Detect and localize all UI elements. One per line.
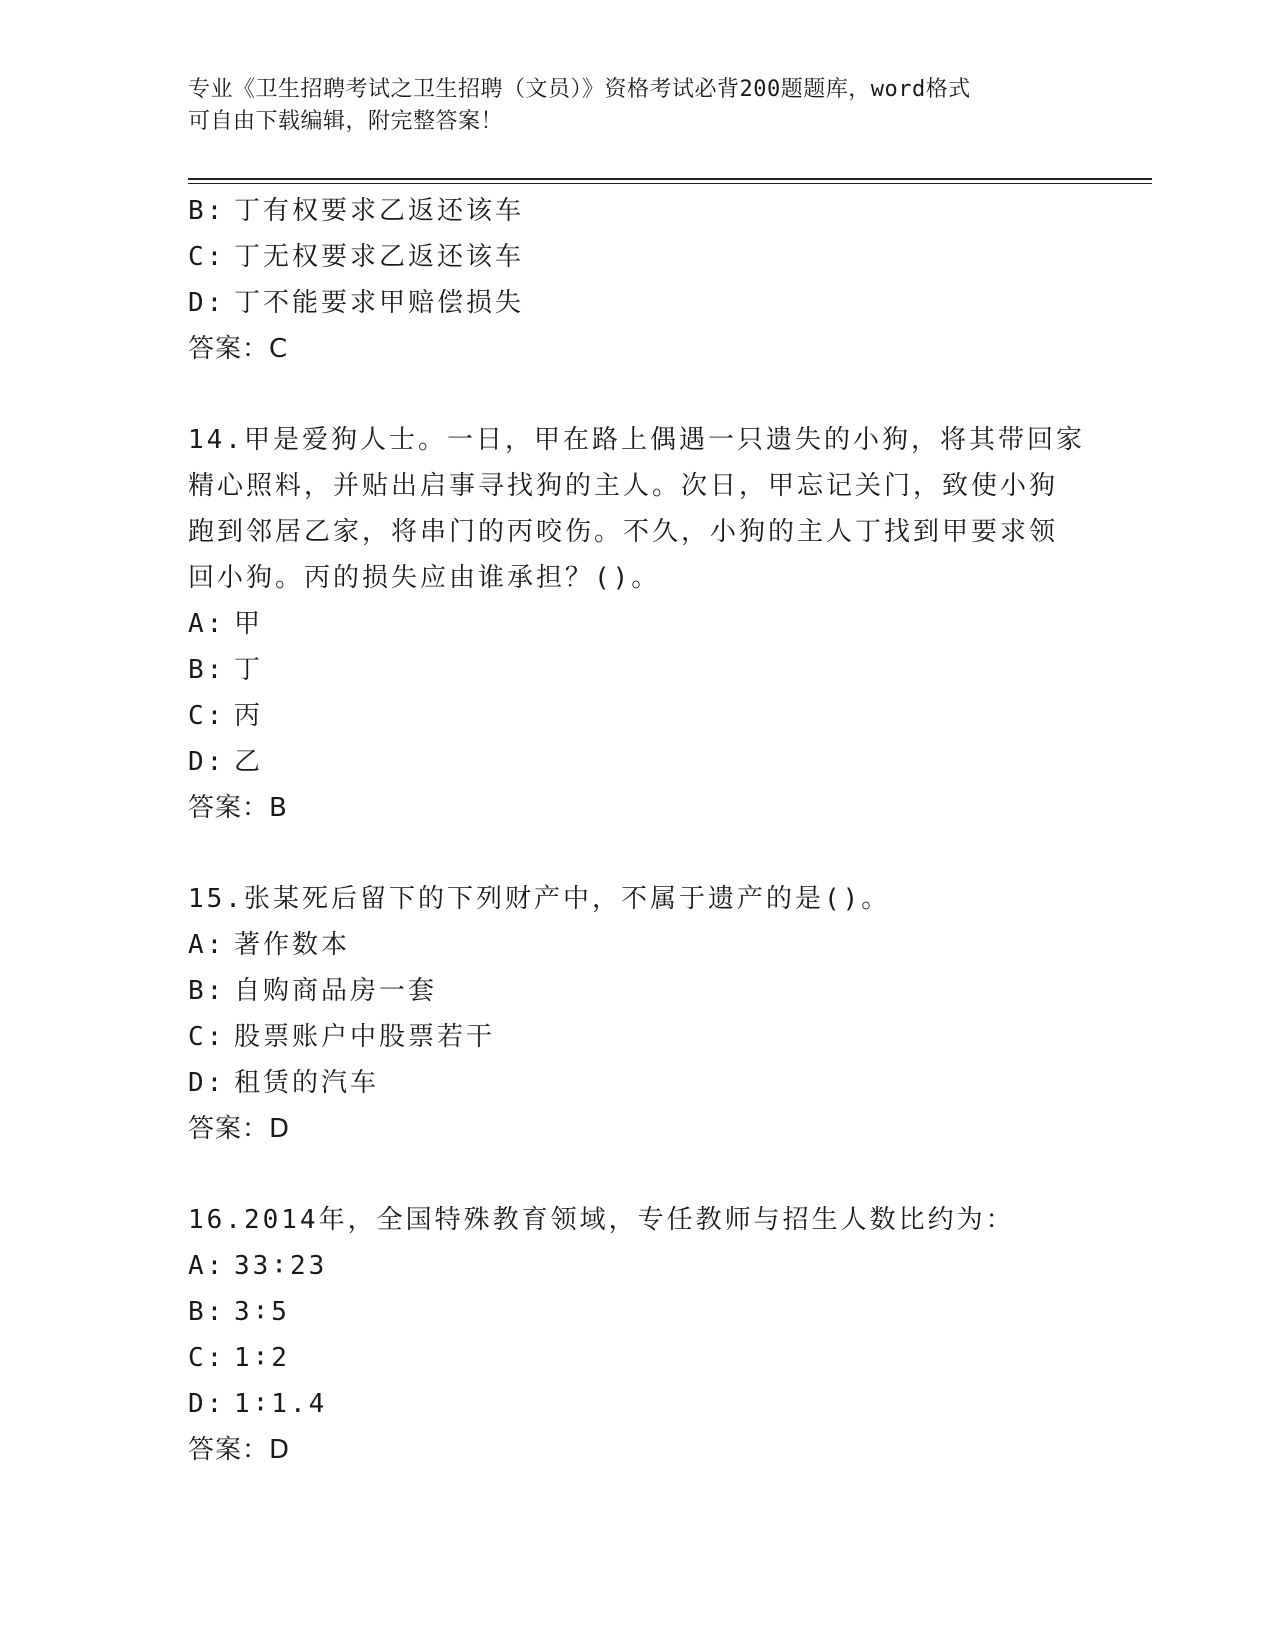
option-c <box>188 693 1088 739</box>
answer: 答案：C <box>188 334 289 364</box>
option-c <box>188 1014 1088 1060</box>
option-letter: A: <box>188 1251 226 1281</box>
answer: 答案：D <box>188 1435 291 1465</box>
option-text: 1∶1.4 <box>234 1389 328 1419</box>
option-text: 丁有权要求乙返还该车 <box>234 196 525 226</box>
option-text: 租赁的汽车 <box>234 1068 380 1098</box>
option-text: 著作数本 <box>234 930 351 960</box>
option-a <box>188 601 1088 647</box>
option-letter: C: <box>188 242 226 272</box>
option-b <box>188 1289 1088 1335</box>
option-text: 1∶2 <box>234 1343 290 1373</box>
question-content <box>188 188 1088 1473</box>
option-letter: B: <box>188 1297 226 1327</box>
option-d <box>188 1381 1088 1427</box>
document-header <box>188 74 1088 138</box>
option-text: 乙 <box>234 747 264 777</box>
question-stem-line: 回小狗。丙的损失应由谁承担？()。 <box>188 563 661 593</box>
option-letter: A: <box>188 609 226 639</box>
header-divider-thick <box>188 178 1152 180</box>
option-letter: D: <box>188 1389 226 1419</box>
question-15 <box>188 876 1088 1152</box>
option-letter: C: <box>188 701 226 731</box>
option-text: 股票账户中股票若干 <box>234 1022 496 1052</box>
option-text: 33∶23 <box>234 1251 328 1281</box>
question-stem-line: 14.甲是爱狗人士。一日，甲在路上偶遇一只遗失的小狗，将其带回家 <box>188 425 1085 455</box>
option-text: 自购商品房一套 <box>234 976 438 1006</box>
question-stem-line: 跑到邻居乙家，将串门的丙咬伤。不久，小狗的主人丁找到甲要求领 <box>188 517 1059 547</box>
answer: 答案：B <box>188 793 288 823</box>
answer: 答案：D <box>188 1114 291 1144</box>
option-letter: D: <box>188 1068 226 1098</box>
option-text: 丙 <box>234 701 264 731</box>
option-a <box>188 1243 1088 1289</box>
option-c <box>188 1335 1088 1381</box>
option-a <box>188 922 1088 968</box>
header-divider-thin <box>188 183 1152 184</box>
option-letter: C: <box>188 1343 226 1373</box>
option-text: 丁无权要求乙返还该车 <box>234 242 525 272</box>
option-letter: B: <box>188 976 226 1006</box>
option-c <box>188 234 1088 280</box>
question-stem-line: 16.2014年，全国特殊教育领域，专任教师与招生人数比约为： <box>188 1205 1015 1235</box>
question-stem-line: 精心照料，并贴出启事寻找狗的主人。次日，甲忘记关门，致使小狗 <box>188 471 1059 501</box>
option-letter: D: <box>188 288 226 318</box>
option-text: 丁不能要求甲赔偿损失 <box>234 288 525 318</box>
option-b <box>188 968 1088 1014</box>
option-letter: B: <box>188 655 226 685</box>
header-line-1: 专业《卫生招聘考试之卫生招聘（文员）》资格考试必背200题题库，word格式 <box>188 77 971 102</box>
option-letter: B: <box>188 196 226 226</box>
option-b <box>188 188 1088 234</box>
option-text: 丁 <box>234 655 264 685</box>
header-line-2: 可自由下载编辑，附完整答案！ <box>188 109 504 134</box>
option-letter: C: <box>188 1022 226 1052</box>
option-d <box>188 1060 1088 1106</box>
option-d <box>188 280 1088 326</box>
question-stem-line: 15.张某死后留下的下列财产中，不属于遗产的是()。 <box>188 884 891 914</box>
question-13-continued <box>188 188 1088 372</box>
option-text: 甲 <box>234 609 264 639</box>
question-stem <box>188 417 1088 601</box>
option-d <box>188 739 1088 785</box>
question-16 <box>188 1197 1088 1473</box>
option-letter: A: <box>188 930 226 960</box>
question-14 <box>188 417 1088 831</box>
option-text: 3∶5 <box>234 1297 290 1327</box>
option-b <box>188 647 1088 693</box>
option-letter: D: <box>188 747 226 777</box>
